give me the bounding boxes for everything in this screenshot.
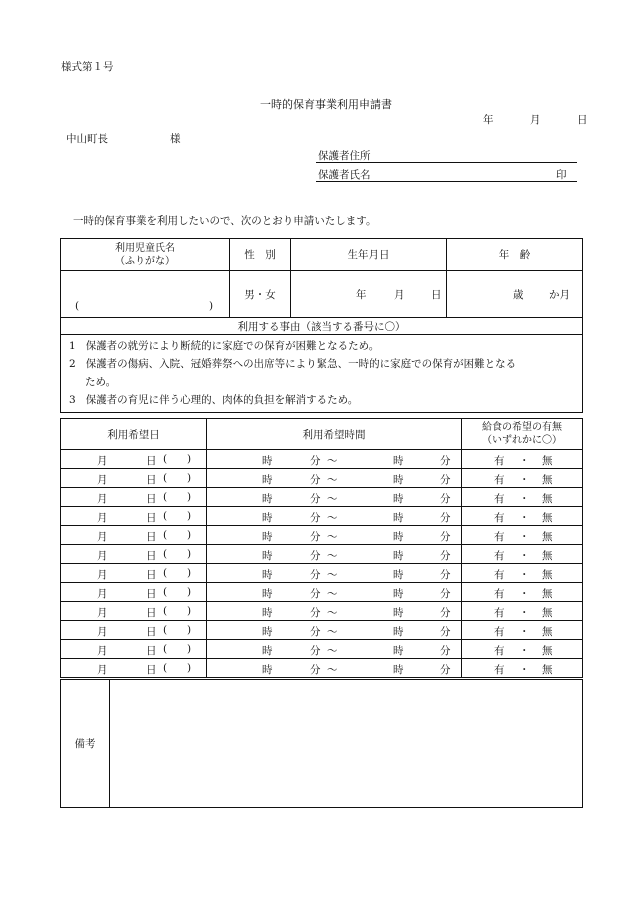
meal-cell[interactable] xyxy=(462,488,583,507)
minute-end-label: 分 xyxy=(440,531,451,543)
schedule-row xyxy=(61,469,583,488)
meal-dot: ・ xyxy=(519,474,530,486)
meal-no-option[interactable]: 無 xyxy=(542,493,553,505)
paren-close: ) xyxy=(187,529,192,541)
applicant-seal: 印 xyxy=(556,169,567,181)
birth-month-label: 月 xyxy=(394,289,405,301)
day-label: 日 xyxy=(146,664,157,676)
schedule-row xyxy=(61,450,583,469)
reason-item-2[interactable] xyxy=(69,355,576,373)
minute-end-label: 分 xyxy=(440,512,451,524)
meal-dot: ・ xyxy=(519,607,530,619)
paren-close: ) xyxy=(187,510,192,522)
tilde-label: ～ xyxy=(327,550,338,562)
meal-cell[interactable] xyxy=(462,602,583,621)
paren-close: ) xyxy=(187,605,192,617)
birth-year-label: 年 xyxy=(356,289,367,301)
hour-start-label: 時 xyxy=(262,664,273,676)
meal-cell[interactable] xyxy=(462,507,583,526)
meal-no-option[interactable]: 無 xyxy=(542,569,553,581)
month-label: 月 xyxy=(97,645,108,657)
reasons-header: 利用する事由（該当する番号に〇） xyxy=(61,318,583,335)
hour-end-label: 時 xyxy=(393,664,404,676)
meal-cell[interactable] xyxy=(462,545,583,564)
date-cell[interactable] xyxy=(61,488,207,507)
meal-yes-option[interactable]: 有 xyxy=(494,512,505,524)
tilde-label: ～ xyxy=(327,588,338,600)
meal-yes-option[interactable]: 有 xyxy=(494,569,505,581)
date-month-label: 月 xyxy=(530,114,541,126)
meal-yes-option[interactable]: 有 xyxy=(494,645,505,657)
month-label: 月 xyxy=(97,493,108,505)
meal-dot: ・ xyxy=(519,569,530,581)
schedule-row xyxy=(61,507,583,526)
meal-header xyxy=(462,419,583,450)
hour-start-label: 時 xyxy=(262,512,273,524)
addressee-name: 中山町長 xyxy=(66,133,108,145)
paren-open: ( xyxy=(163,567,168,579)
day-label: 日 xyxy=(146,645,157,657)
date-cell[interactable] xyxy=(61,602,207,621)
meal-cell[interactable] xyxy=(462,659,583,678)
paren-close: ) xyxy=(187,491,192,503)
paren-close: ) xyxy=(187,567,192,579)
hour-start-label: 時 xyxy=(262,626,273,638)
minute-start-label: 分 xyxy=(310,607,321,619)
meal-cell[interactable] xyxy=(462,583,583,602)
meal-dot: ・ xyxy=(519,531,530,543)
day-label: 日 xyxy=(146,455,157,467)
day-label: 日 xyxy=(146,493,157,505)
applicant-name-label: 保護者氏名 xyxy=(318,169,371,181)
remarks-table xyxy=(60,679,583,808)
reason-text: 保護者の傷病、入院、冠婚葬祭への出席等により緊急、一時的に家庭での保育が困難となる xyxy=(85,358,517,370)
month-label: 月 xyxy=(97,474,108,486)
sex-cell[interactable]: 男・女 xyxy=(230,271,291,318)
time-cell[interactable] xyxy=(207,659,462,678)
meal-cell[interactable] xyxy=(462,640,583,659)
hour-start-label: 時 xyxy=(262,474,273,486)
hour-end-label: 時 xyxy=(393,512,404,524)
hour-end-label: 時 xyxy=(393,531,404,543)
meal-no-option[interactable]: 無 xyxy=(542,474,553,486)
hour-end-label: 時 xyxy=(393,588,404,600)
day-label: 日 xyxy=(146,569,157,581)
meal-yes-option[interactable]: 有 xyxy=(494,626,505,638)
meal-dot: ・ xyxy=(519,645,530,657)
reason-item-3[interactable] xyxy=(69,391,576,409)
reason-text: 保護者の就労により断続的に家庭での保育が困難となるため。 xyxy=(85,340,380,352)
applicant-address-field[interactable] xyxy=(316,147,577,163)
meal-dot: ・ xyxy=(519,512,530,524)
child-name-header-line1: 利用児童氏名 xyxy=(115,242,175,254)
hour-start-label: 時 xyxy=(262,569,273,581)
hour-end-label: 時 xyxy=(393,645,404,657)
paren-close: ) xyxy=(187,643,192,655)
applicant-address-label: 保護者住所 xyxy=(318,150,371,162)
meal-no-option[interactable]: 無 xyxy=(542,550,553,562)
date-cell[interactable] xyxy=(61,526,207,545)
meal-yes-option[interactable]: 有 xyxy=(494,588,505,600)
schedule-row xyxy=(61,640,583,659)
reason-number: 2 xyxy=(69,358,76,370)
date-cell[interactable] xyxy=(61,564,207,583)
minute-start-label: 分 xyxy=(310,455,321,467)
intro-text: 一時的保育事業を利用したいので、次のとおり申請いたします。 xyxy=(73,215,377,227)
reason-number: 3 xyxy=(69,394,76,406)
day-label: 日 xyxy=(146,512,157,524)
paren-open: ( xyxy=(163,510,168,522)
meal-no-option[interactable]: 無 xyxy=(542,512,553,524)
paren-open: ( xyxy=(163,605,168,617)
addressee-honorific: 様 xyxy=(170,133,181,145)
meal-yes-option[interactable]: 有 xyxy=(494,550,505,562)
date-cell[interactable] xyxy=(61,507,207,526)
minute-end-label: 分 xyxy=(440,626,451,638)
meal-no-option[interactable]: 無 xyxy=(542,645,553,657)
date-cell[interactable] xyxy=(61,640,207,659)
paren-close: ) xyxy=(187,453,192,465)
meal-header-line1: 給食の希望の有無 xyxy=(482,422,562,433)
child-name-header-line2: （ふりがな） xyxy=(115,255,175,267)
date-year-label: 年 xyxy=(483,114,494,126)
minute-start-label: 分 xyxy=(310,645,321,657)
hour-start-label: 時 xyxy=(262,550,273,562)
meal-yes-option[interactable]: 有 xyxy=(494,607,505,619)
hour-end-label: 時 xyxy=(393,626,404,638)
paren-close: ) xyxy=(187,472,192,484)
month-label: 月 xyxy=(97,607,108,619)
page-title: 一時的保育事業利用申請書 xyxy=(260,98,392,111)
time-cell[interactable] xyxy=(207,564,462,583)
day-label: 日 xyxy=(146,474,157,486)
month-label: 月 xyxy=(97,512,108,524)
tilde-label: ～ xyxy=(327,493,338,505)
month-label: 月 xyxy=(97,550,108,562)
meal-dot: ・ xyxy=(519,455,530,467)
minute-start-label: 分 xyxy=(310,493,321,505)
month-label: 月 xyxy=(97,664,108,676)
meal-cell[interactable] xyxy=(462,621,583,640)
minute-end-label: 分 xyxy=(440,455,451,467)
reason-item-1[interactable] xyxy=(69,337,576,355)
date-cell[interactable] xyxy=(61,583,207,602)
age-cell[interactable] xyxy=(447,271,583,318)
schedule-row xyxy=(61,526,583,545)
meal-dot: ・ xyxy=(519,664,530,676)
tilde-label: ～ xyxy=(327,474,338,486)
day-label: 日 xyxy=(146,550,157,562)
minute-end-label: 分 xyxy=(440,493,451,505)
meal-dot: ・ xyxy=(519,588,530,600)
time-cell[interactable] xyxy=(207,526,462,545)
month-label: 月 xyxy=(97,531,108,543)
meal-dot: ・ xyxy=(519,626,530,638)
minute-start-label: 分 xyxy=(310,588,321,600)
tilde-label: ～ xyxy=(327,626,338,638)
schedule-row xyxy=(61,564,583,583)
meal-header-line2: （いずれかに〇） xyxy=(482,435,562,446)
tilde-label: ～ xyxy=(327,455,338,467)
age-header: 年 齢 xyxy=(447,239,583,271)
schedule-row xyxy=(61,602,583,621)
minute-end-label: 分 xyxy=(440,588,451,600)
tilde-label: ～ xyxy=(327,645,338,657)
child-name-header xyxy=(61,239,230,271)
time-cell[interactable] xyxy=(207,469,462,488)
minute-start-label: 分 xyxy=(310,512,321,524)
paren-open: ( xyxy=(163,529,168,541)
meal-dot: ・ xyxy=(519,550,530,562)
time-cell[interactable] xyxy=(207,640,462,659)
tilde-label: ～ xyxy=(327,664,338,676)
birth-day-label: 日 xyxy=(431,289,442,301)
paren-open: ( xyxy=(163,662,168,674)
time-header: 利用希望時間 xyxy=(207,419,462,450)
sex-header: 性 別 xyxy=(230,239,291,271)
date-cell[interactable] xyxy=(61,659,207,678)
paren-open: ( xyxy=(163,643,168,655)
paren-close: ) xyxy=(187,662,192,674)
minute-end-label: 分 xyxy=(440,645,451,657)
minute-start-label: 分 xyxy=(310,531,321,543)
month-label: 月 xyxy=(97,455,108,467)
day-label: 日 xyxy=(146,607,157,619)
hour-end-label: 時 xyxy=(393,474,404,486)
minute-start-label: 分 xyxy=(310,626,321,638)
meal-dot: ・ xyxy=(519,493,530,505)
schedule-row xyxy=(61,659,583,678)
paren-open: ( xyxy=(163,624,168,636)
month-label: 月 xyxy=(97,588,108,600)
minute-end-label: 分 xyxy=(440,607,451,619)
month-label: 月 xyxy=(97,569,108,581)
time-cell[interactable] xyxy=(207,488,462,507)
paren-open: ( xyxy=(163,472,168,484)
meal-cell[interactable] xyxy=(462,564,583,583)
minute-start-label: 分 xyxy=(310,474,321,486)
minute-end-label: 分 xyxy=(440,550,451,562)
date-cell[interactable] xyxy=(61,469,207,488)
time-cell[interactable] xyxy=(207,545,462,564)
meal-cell[interactable] xyxy=(462,469,583,488)
hour-start-label: 時 xyxy=(262,645,273,657)
remarks-label: 備考 xyxy=(61,680,110,808)
day-label: 日 xyxy=(146,626,157,638)
minute-end-label: 分 xyxy=(440,474,451,486)
schedule-row xyxy=(61,583,583,602)
meal-cell[interactable] xyxy=(462,450,583,469)
meal-yes-option[interactable]: 有 xyxy=(494,531,505,543)
meal-no-option[interactable]: 無 xyxy=(542,607,553,619)
age-months-label: か月 xyxy=(549,289,570,301)
birthdate-header: 生年月日 xyxy=(291,239,447,271)
furigana-open-paren: ( xyxy=(75,300,80,312)
paren-close: ) xyxy=(187,586,192,598)
hour-end-label: 時 xyxy=(393,569,404,581)
minute-start-label: 分 xyxy=(310,550,321,562)
date-day-label: 日 xyxy=(577,114,588,126)
hour-start-label: 時 xyxy=(262,607,273,619)
meal-yes-option[interactable]: 有 xyxy=(494,493,505,505)
remarks-field[interactable] xyxy=(110,680,583,808)
schedule-row xyxy=(61,621,583,640)
meal-yes-option[interactable]: 有 xyxy=(494,664,505,676)
paren-close: ) xyxy=(187,624,192,636)
date-cell[interactable] xyxy=(61,545,207,564)
hour-end-label: 時 xyxy=(393,455,404,467)
reason-text: 保護者の育児に伴う心理的、肉体的負担を解消するため。 xyxy=(85,394,359,406)
tilde-label: ～ xyxy=(327,569,338,581)
minute-end-label: 分 xyxy=(440,664,451,676)
age-years-label: 歳 xyxy=(513,289,524,301)
hour-start-label: 時 xyxy=(262,588,273,600)
time-cell[interactable] xyxy=(207,583,462,602)
time-cell[interactable] xyxy=(207,602,462,621)
paren-open: ( xyxy=(163,453,168,465)
date-cell[interactable] xyxy=(61,450,207,469)
date-cell[interactable] xyxy=(61,621,207,640)
day-label: 日 xyxy=(146,531,157,543)
furigana-close-paren: ) xyxy=(209,300,214,312)
hour-end-label: 時 xyxy=(393,493,404,505)
tilde-label: ～ xyxy=(327,607,338,619)
meal-no-option[interactable]: 無 xyxy=(542,664,553,676)
time-cell[interactable] xyxy=(207,507,462,526)
paren-open: ( xyxy=(163,491,168,503)
child-info-table xyxy=(60,238,583,413)
meal-cell[interactable] xyxy=(462,526,583,545)
meal-no-option[interactable]: 無 xyxy=(542,531,553,543)
form-number: 様式第１号 xyxy=(61,61,114,73)
time-cell[interactable] xyxy=(207,621,462,640)
meal-no-option[interactable]: 無 xyxy=(542,626,553,638)
hour-start-label: 時 xyxy=(262,493,273,505)
tilde-label: ～ xyxy=(327,512,338,524)
meal-no-option[interactable]: 無 xyxy=(542,455,553,467)
reasons-list xyxy=(61,335,583,413)
meal-yes-option[interactable]: 有 xyxy=(494,455,505,467)
reason-item-2-continued: ため。 xyxy=(85,376,117,388)
schedule-row xyxy=(61,488,583,507)
child-name-cell[interactable] xyxy=(61,271,230,318)
hour-start-label: 時 xyxy=(262,455,273,467)
minute-start-label: 分 xyxy=(310,664,321,676)
minute-start-label: 分 xyxy=(310,569,321,581)
hour-end-label: 時 xyxy=(393,607,404,619)
schedule-table xyxy=(60,418,583,678)
schedule-row xyxy=(61,545,583,564)
reason-number: 1 xyxy=(69,340,76,352)
date-header: 利用希望日 xyxy=(61,419,207,450)
paren-close: ) xyxy=(187,548,192,560)
paren-open: ( xyxy=(163,548,168,560)
hour-start-label: 時 xyxy=(262,531,273,543)
day-label: 日 xyxy=(146,588,157,600)
month-label: 月 xyxy=(97,626,108,638)
minute-end-label: 分 xyxy=(440,569,451,581)
time-cell[interactable] xyxy=(207,450,462,469)
tilde-label: ～ xyxy=(327,531,338,543)
meal-yes-option[interactable]: 有 xyxy=(494,474,505,486)
meal-no-option[interactable]: 無 xyxy=(542,588,553,600)
applicant-name-field[interactable] xyxy=(316,166,577,182)
birthdate-cell[interactable] xyxy=(291,271,447,318)
paren-open: ( xyxy=(163,586,168,598)
hour-end-label: 時 xyxy=(393,550,404,562)
